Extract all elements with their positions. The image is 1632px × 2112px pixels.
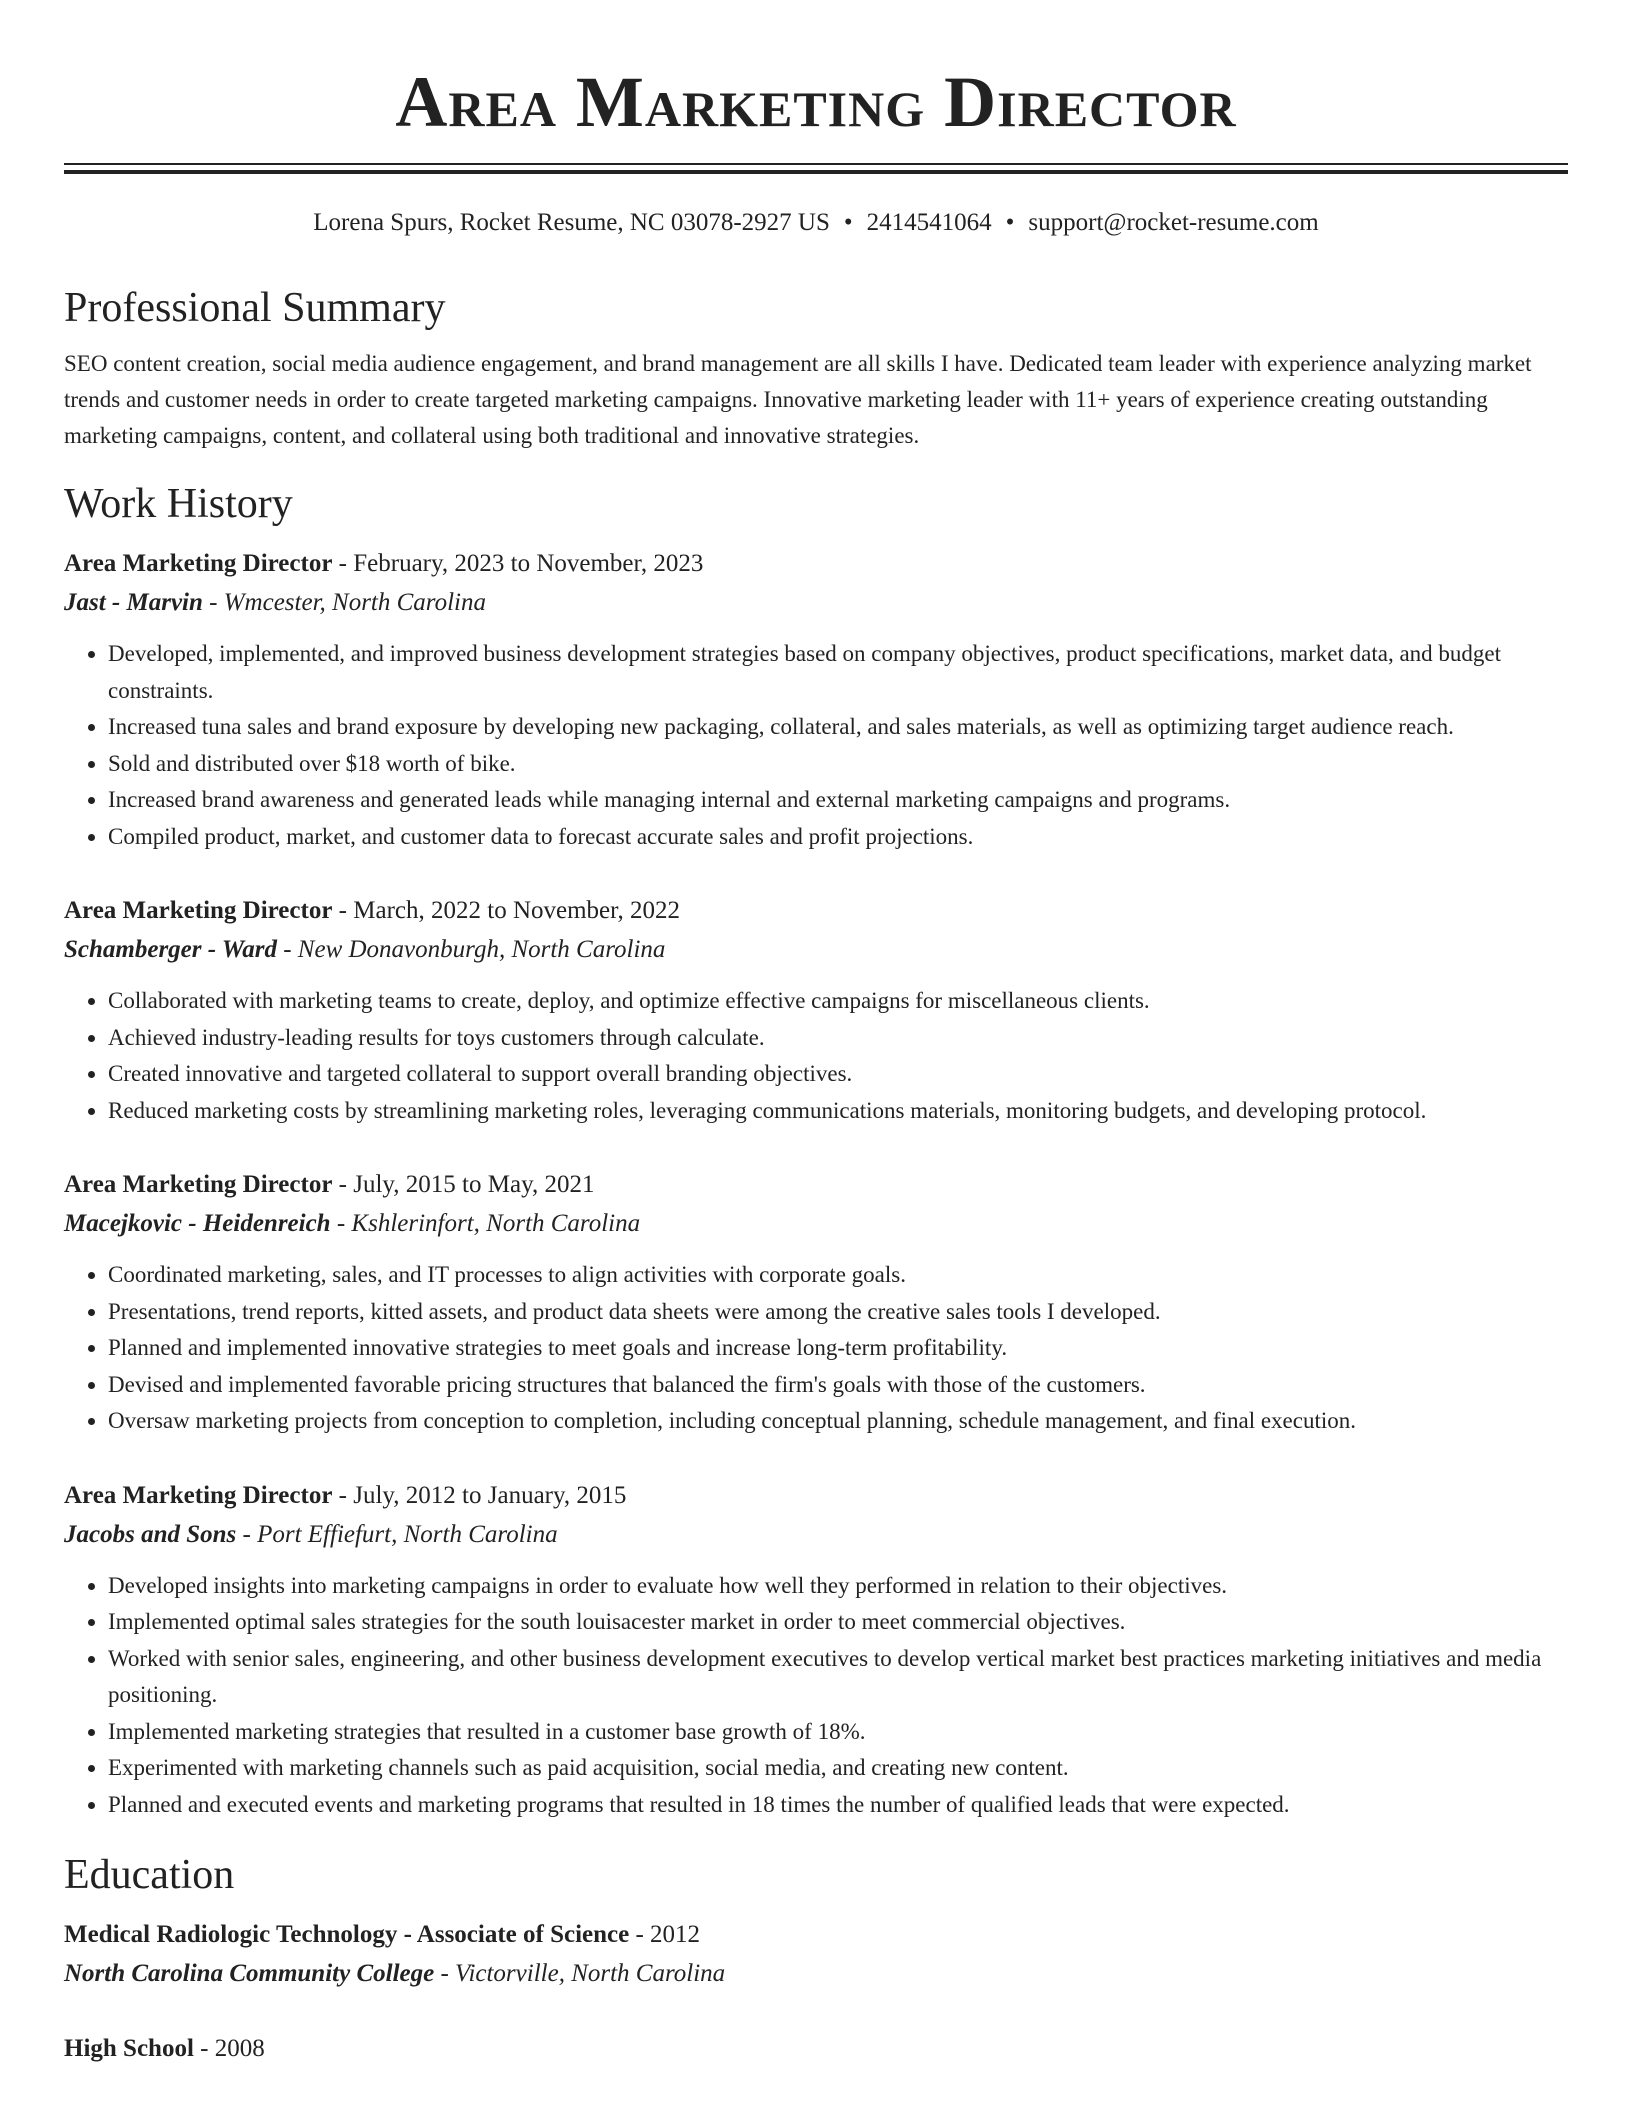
company-location: - Kshlerinfort, North Carolina <box>330 1210 641 1237</box>
job-title-line <box>64 1476 1568 1516</box>
contact-separator: • <box>843 209 853 236</box>
degree-name: Medical Radiologic Technology - Associate of Science <box>64 1921 630 1948</box>
bullet-item: • Achieved industry-leading results for toys customers through calculate. <box>108 1020 1568 1057</box>
company-line <box>64 584 1568 622</box>
bullet-item: • Created innovative and targeted collateral to support overall branding objectives. <box>108 1056 1568 1093</box>
bullet-item: • Implemented marketing strategies that resulted in a customer base growth of 18%. <box>108 1714 1568 1751</box>
job-bullets <box>64 983 1568 1129</box>
school-location: - Victorville, North Carolina <box>434 1960 726 1987</box>
bullet-item: • Planned and implemented innovative strategies to meet goals and increase long-term profitability. <box>108 1330 1568 1367</box>
degree-year: - 2008 <box>193 2035 265 2062</box>
company-name: Jacobs and Sons <box>64 1520 237 1548</box>
education-entry <box>64 1915 1568 1993</box>
education-entry <box>64 2029 1568 2069</box>
job-dates: - February, 2023 to November, 2023 <box>332 550 704 577</box>
degree-name: High School <box>64 2035 194 2062</box>
company-line <box>64 1516 1568 1554</box>
bullet-item: • Devised and implemented favorable pricing structures that balanced the firm's goals with those of the customers. <box>108 1367 1568 1404</box>
work-history-heading: Work History <box>64 481 293 527</box>
education-heading: Education <box>64 1852 235 1898</box>
contact-phone: 2414541064 <box>866 209 992 236</box>
title-divider <box>64 163 1568 174</box>
bullet-item: • Reduced marketing costs by streamlining marketing roles, leveraging communications materials, monitoring budgets, and developing protocol. <box>108 1093 1568 1130</box>
resume-title: Area Marketing Director <box>395 62 1237 142</box>
bullet-item: • Compiled product, market, and customer data to forecast accurate sales and profit projections. <box>108 819 1568 856</box>
job-bullets <box>64 636 1568 855</box>
bullet-item: • Implemented optimal sales strategies for the south louisacester market in order to meet commercial objectives. <box>108 1604 1568 1641</box>
company-name: Macejkovic - Heidenreich <box>64 1210 331 1237</box>
job-entry <box>64 1165 1568 1440</box>
contact-email: support@rocket-resume.com <box>1028 209 1319 236</box>
company-location: - Wmcester, North Carolina <box>202 589 486 616</box>
contact-address: Lorena Spurs, Rocket Resume, NC 03078-2927 US <box>313 209 830 236</box>
job-title-line <box>64 544 1568 584</box>
job-title-line <box>64 1165 1568 1205</box>
company-line <box>64 1205 1568 1243</box>
company-location: - Port Effiefurt, North Carolina <box>236 1520 558 1548</box>
contact-line <box>64 206 1568 240</box>
job-title: Area Marketing Director <box>64 897 333 924</box>
job-title-line <box>64 891 1568 931</box>
company-line <box>64 931 1568 969</box>
bullet-item: • Coordinated marketing, sales, and IT processes to align activities with corporate goals. <box>108 1257 1568 1294</box>
school-name: North Carolina Community College <box>64 1960 435 1987</box>
degree-line <box>64 2029 1568 2069</box>
job-title: Area Marketing Director <box>64 1481 333 1509</box>
job-dates: - July, 2012 to January, 2015 <box>332 1481 627 1509</box>
bullet-item: • Worked with senior sales, engineering, and other business development executives to develop vertical market best practices marketing initiatives and media positioning. <box>108 1641 1568 1714</box>
summary-heading: Professional Summary <box>64 285 446 331</box>
degree-line <box>64 1915 1568 1955</box>
contact-separator: • <box>1005 209 1015 236</box>
school-line <box>64 1955 1568 1993</box>
job-dates: - March, 2022 to November, 2022 <box>332 897 680 924</box>
bullet-item: • Increased tuna sales and brand exposure by developing new packaging, collateral, and sales materials, as well as optimizing target audience reach. <box>108 709 1568 746</box>
job-bullets <box>64 1568 1568 1824</box>
job-title: Area Marketing Director <box>64 1171 333 1198</box>
job-dates: - July, 2015 to May, 2021 <box>332 1171 595 1198</box>
company-name: Jast - Marvin <box>64 589 203 616</box>
bullet-item: • Collaborated with marketing teams to create, deploy, and optimize effective campaigns for miscellaneous clients. <box>108 983 1568 1020</box>
bullet-item: • Experimented with marketing channels such as paid acquisition, social media, and creating new content. <box>108 1750 1568 1787</box>
job-entry <box>64 544 1568 855</box>
bullet-item: • Sold and distributed over $18 worth of bike. <box>108 746 1568 783</box>
job-title: Area Marketing Director <box>64 550 333 577</box>
bullet-item: • Oversaw marketing projects from conception to completion, including conceptual planning, schedule management, and final execution. <box>108 1403 1568 1440</box>
bullet-item: • Developed, implemented, and improved business development strategies based on company objectives, product specifications, market data, and budget constraints. <box>108 636 1568 709</box>
bullet-item: • Planned and executed events and marketing programs that resulted in 18 times the number of qualified leads that were expected. <box>108 1787 1568 1824</box>
summary-text: SEO content creation, social media audience engagement, and brand management are all skills I have. Dedicated team leader with experience analyzing market trends and customer needs in order to create targeted marketing campaigns. Innovative marketing leader with 11+ years of experience creating outstanding marketing campaigns, content, and collateral using both traditional and innovative strategies. <box>64 351 1532 448</box>
bullet-item: • Presentations, trend reports, kitted assets, and product data sheets were among the creative sales tools I developed. <box>108 1294 1568 1331</box>
job-entry <box>64 891 1568 1129</box>
bullet-item: • Increased brand awareness and generated leads while managing internal and external marketing campaigns and programs. <box>108 782 1568 819</box>
company-name: Schamberger - Ward <box>64 936 277 963</box>
job-bullets <box>64 1257 1568 1440</box>
bullet-item: • Developed insights into marketing campaigns in order to evaluate how well they performed in relation to their objectives. <box>108 1568 1568 1605</box>
company-location: - New Donavonburgh, North Carolina <box>276 936 666 963</box>
job-entry <box>64 1476 1568 1824</box>
degree-year: - 2012 <box>629 1921 701 1948</box>
